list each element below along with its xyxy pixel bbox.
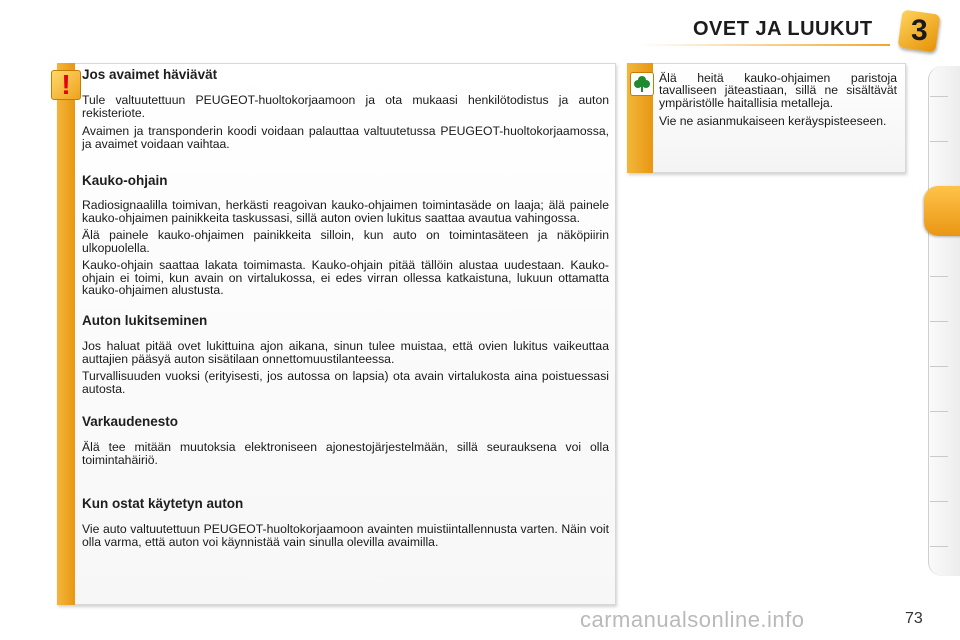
paragraph: Älä heitä kauko-ohjaimen paristoja tavalliseen jäteastiaan, sillä ne sisältävät ympäristölle haitallisia metalleja.: [659, 71, 897, 110]
paragraph: Kauko-ohjain saattaa lakata toimimasta. Kauko-ohjain pitää tällöin alustaa uudestaan. Kauko-ohjain ei toimi, kun avain on virtalukossa, ei edes virran ollessa katkaistuna, lukuun ottamatta kauko-ohjaimen alustusta.: [82, 258, 609, 297]
tab-divider: [930, 141, 948, 142]
paragraph: Avaimen ja transponderin koodi voidaan palauttaa valtuutetussa PEUGEOT-huoltokorjaamossa, ja avaimet voidaan vaihtaa.: [82, 124, 609, 151]
chapter-title: OVET JA LUUKUT: [693, 18, 873, 40]
tab-divider: [930, 366, 948, 367]
section-heading: Auton lukitseminen: [82, 313, 208, 328]
watermark: carmanualsonline.info: [580, 607, 805, 632]
section-used-car: [82, 496, 609, 548]
tab-divider: [930, 456, 948, 457]
section-heading: Jos avaimet häviävät: [82, 67, 218, 82]
paragraph: Älä tee mitään muutoksia elektroniseen ajonestojärjestelmään, sillä seurauksena voi olla toimintahäiriö.: [82, 440, 609, 467]
section-heading: Varkaudenesto: [82, 414, 179, 429]
paragraph: Vie ne asianmukaiseen keräyspisteeseen.: [659, 114, 887, 129]
tab-divider: [930, 96, 948, 97]
header-rule: [640, 44, 890, 46]
exclamation-glyph: !: [61, 69, 71, 100]
paragraph: Radiosignaalilla toimivan, herkästi reagoivan kauko-ohjaimen toimintasäde on laaja; älä painele kauko-ohjaimen painikkeita taskussasi, sillä auton ovien lukitus saattaa avautua vahingossa.: [82, 198, 609, 225]
paragraph: Älä painele kauko-ohjaimen painikkeita silloin, kun auto on toimintasäteen ja näköpiirin ulkopuolella.: [82, 228, 609, 255]
section-remote-control: [82, 173, 609, 297]
paragraph: Turvallisuuden vuoksi (erityisesti, jos autossa on lapsia) ota avain virtalukosta aina poistuessasi autosta.: [82, 369, 609, 396]
section-heading: Kun ostat käytetyn auton: [82, 496, 244, 511]
tab-divider: [930, 501, 948, 502]
section-heading: Kauko-ohjain: [82, 173, 168, 188]
chapter-tab-active[interactable]: [924, 186, 960, 236]
chapter-number: 3: [910, 14, 928, 47]
page-number: 73: [905, 610, 923, 627]
paragraph: Jos haluat pitää ovet lukittuina ajon aikana, sinun tulee muistaa, että ovien lukitus vaikeuttaa auttajien pääsyä auton sisätilaan onnettomuustilanteessa.: [82, 339, 609, 366]
leaf-icon: [630, 72, 654, 96]
environment-note-text: [659, 72, 897, 128]
chapter-badge: [898, 10, 941, 53]
section-lost-keys: [82, 67, 609, 150]
warning-icon: [51, 70, 81, 100]
section-immobiliser: [82, 414, 609, 466]
tab-divider: [930, 411, 948, 412]
tab-divider: [930, 276, 948, 277]
paragraph: Tule valtuutettuun PEUGEOT-huoltokorjaamoon ja ota mukaasi henkilötodistus ja auton rekisteriote.: [82, 93, 609, 120]
tab-divider: [930, 546, 948, 547]
paragraph: Vie auto valtuutettuun PEUGEOT-huoltokorjaamoon avainten muistiintallennusta varten. Näin voit olla varma, että auton voi käynnistää vain sinulla olevilla avaimilla.: [82, 522, 609, 549]
main-panel-stripe: [57, 63, 75, 605]
tab-divider: [930, 321, 948, 322]
section-locking: [82, 313, 609, 395]
